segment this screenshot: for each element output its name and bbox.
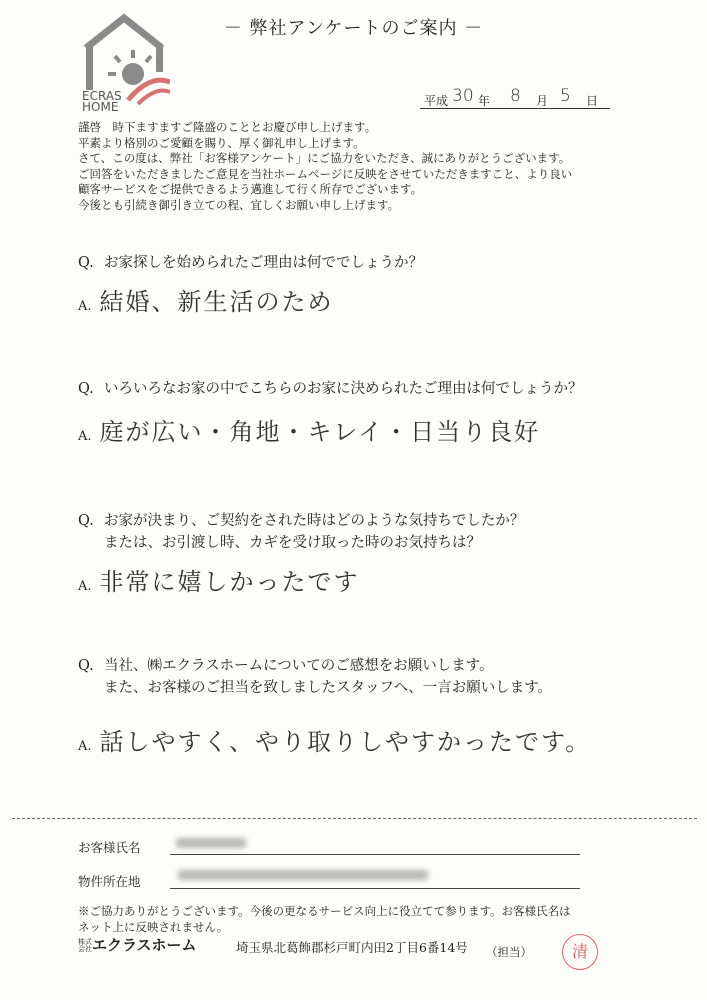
question-3 xyxy=(78,510,524,554)
intro-line: 今後とも引続き御引き立ての程、宜しくお願い申し上げます。 xyxy=(78,197,400,212)
answer-2 xyxy=(78,412,540,447)
question-2 xyxy=(78,378,583,400)
company-name-block xyxy=(78,934,197,955)
answer-text: 話しやすく、やり取りしやすかったです。 xyxy=(99,728,592,756)
address-label: 物件所在地 xyxy=(78,874,141,889)
date-year: 30 xyxy=(452,86,474,106)
answer-text: 庭が広い・角地・キレイ・日当り良好 xyxy=(99,418,541,446)
answer-3 xyxy=(78,562,360,597)
intro-line: ご回答をいただきましたご意見を当社ホームページに反映をさせていただきますこと、より良い xyxy=(78,166,573,181)
question-text: 当社、㈱エクラスホームについてのご感想をお願いします。 xyxy=(104,658,494,674)
date-month-suffix: 月 xyxy=(536,94,549,108)
a-mark: A. xyxy=(78,299,92,314)
intro-line: 顧客サービスをご提供できるよう邁進して行く所存でございます。 xyxy=(78,182,423,196)
q-mark: Q. xyxy=(78,255,94,271)
logo-line2: HOME xyxy=(82,100,119,112)
question-text: お家探しを始められたご理由は何ででしょうか？ xyxy=(104,255,423,271)
question-1 xyxy=(78,252,423,274)
q-mark: Q. xyxy=(78,658,94,674)
address-redacted xyxy=(178,870,428,880)
cut-line xyxy=(12,818,697,819)
question-text: お家が決まり、ご契約をされた時はどのような気持ちでしたか？ xyxy=(104,513,525,529)
date-day-suffix: 日 xyxy=(586,94,599,108)
date-month: 8 xyxy=(510,86,521,106)
staff-label: （担当） xyxy=(486,945,532,959)
name-label: お客様氏名 xyxy=(78,840,141,855)
company-name: エクラスホーム xyxy=(92,936,197,954)
footer-note: ※ご協力ありがとうございます。今後の更なるサービス向上に役立てて参ります。お客様氏名は ネット上に反映されません。 xyxy=(78,904,571,934)
date-day: 5 xyxy=(560,86,571,106)
name-line xyxy=(170,854,580,855)
answer-text: 非常に嬉しかったです xyxy=(99,568,360,596)
logo-line1: ECRAS xyxy=(82,89,122,103)
company-address: 埼玉県北葛飾郡杉戸町内田2丁目6番14号 xyxy=(236,940,468,955)
answer-1 xyxy=(78,282,334,317)
q-mark: Q. xyxy=(78,381,94,397)
intro-line: さて、この度は、弊社「お客様アンケート」にご協力をいただき、誠にありがとうございます。 xyxy=(78,151,571,165)
question-text: いろいろなお家の中でこちらのお家に決められたご理由は何でしょうか？ xyxy=(104,381,583,397)
question-text: または、お引渡し時、カギを受け取った時のお気持ちは？ xyxy=(104,535,481,551)
q-mark: Q. xyxy=(78,513,94,529)
date-field xyxy=(420,86,610,109)
date-year-suffix: 年 xyxy=(478,94,491,108)
company-prefix: 株式会社 xyxy=(78,938,92,953)
address-line xyxy=(170,888,580,889)
answer-text: 結婚、新生活のため xyxy=(99,288,334,316)
intro-line: 平素より格別のご愛顧を賜り、厚く御礼申し上げます。 xyxy=(78,135,365,150)
page-title: － 弊社アンケートのご案内 － xyxy=(223,18,484,39)
name-redacted xyxy=(176,838,246,848)
answer-4 xyxy=(78,722,591,757)
a-mark: A. xyxy=(78,429,92,444)
intro-text xyxy=(78,120,658,213)
date-era: 平成 xyxy=(424,94,449,108)
company-logo xyxy=(78,12,170,112)
a-mark: A. xyxy=(78,579,92,594)
question-text: また、お客様のご担当を致しましたスタッフへ、一言お願いします。 xyxy=(104,680,553,696)
staff-stamp: 清 xyxy=(562,934,598,970)
question-4 xyxy=(78,655,552,699)
intro-line: 謹啓 時下ますますご隆盛のこととお慶び申し上げます。 xyxy=(78,120,377,134)
a-mark: A. xyxy=(78,739,92,754)
